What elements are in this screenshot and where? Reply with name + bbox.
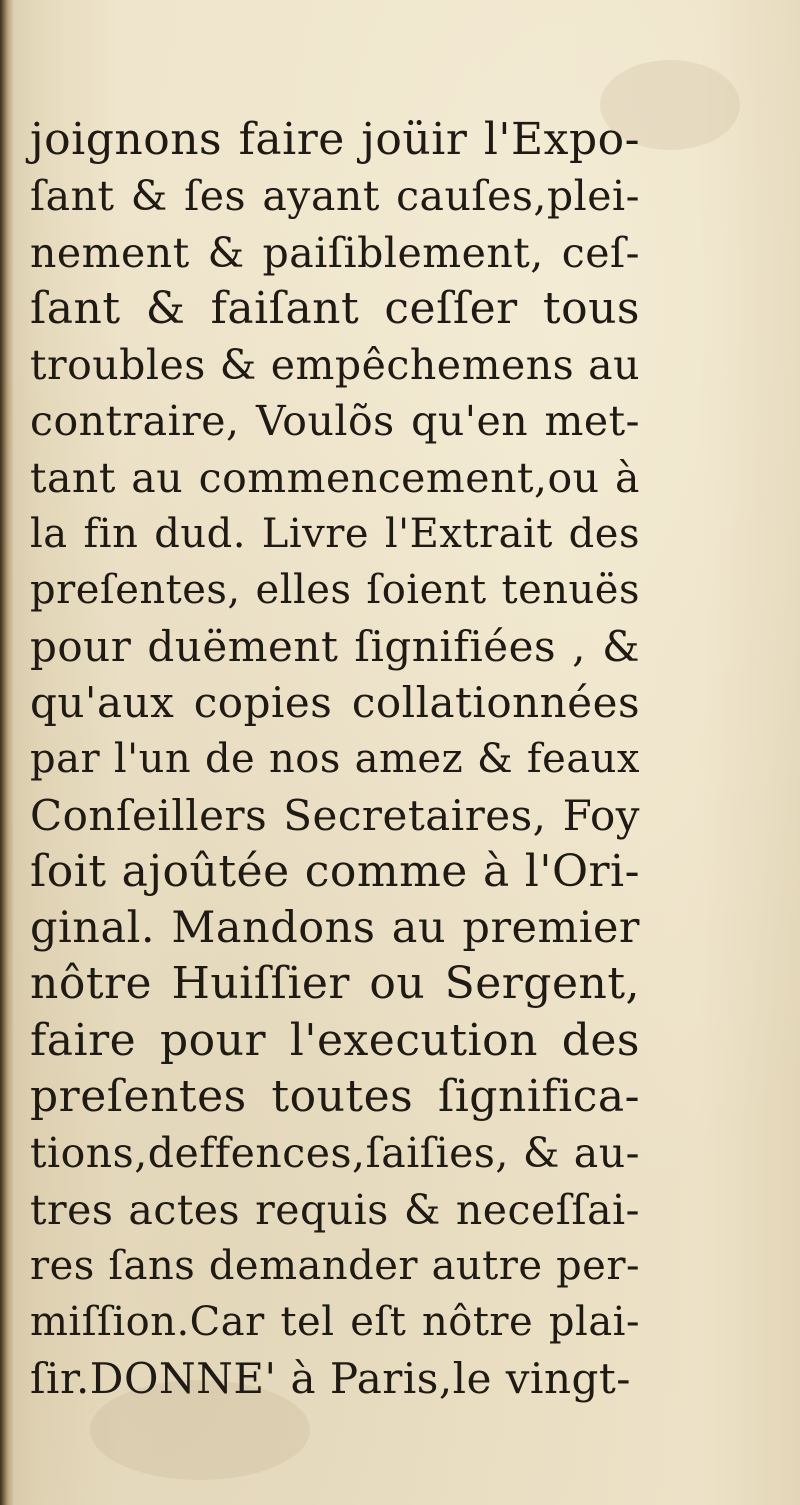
text-line: miſſion.Car tel eſt nôtre plai- <box>30 1299 640 1346</box>
text-line: nôtre Huiſſier ou Sergent, <box>30 958 640 1010</box>
text-line: ſoit ajoûtée comme à l'Ori- <box>30 845 640 897</box>
text-line: preſentes toutes ſignifica- <box>30 1071 640 1123</box>
text-line: par l'un de nos amez & feaux <box>30 736 640 783</box>
text-line: res ſans demander autre per- <box>30 1242 640 1289</box>
page-gutter-shadow <box>0 0 14 1505</box>
text-line: tres actes requis & neceſſai- <box>30 1185 640 1234</box>
text-line: troubles & empêchemens au <box>30 341 640 390</box>
text-line: faire pour l'execution des <box>30 1014 640 1066</box>
text-line: qu'aux copies collationnées <box>30 677 640 727</box>
text-line: preſentes, elles ſoient tenuës <box>30 567 640 614</box>
text-line: ſant & ſes ayant cauſes,plei- <box>30 172 640 221</box>
text-line: la fin dud. Livre l'Extrait des <box>30 511 640 558</box>
text-line: ſant & faiſant ceſſer tous <box>30 282 640 334</box>
text-line: tant au commencement,ou à <box>30 453 640 502</box>
text-line: Conſeillers Secretaires, Foy <box>30 790 640 840</box>
text-line: tions,deffences,ſaiſies, & au- <box>30 1129 640 1178</box>
text-line: joignons faire joüir l'Expo- <box>30 114 640 165</box>
text-line: pour duëment ſignifiées , & <box>30 621 640 671</box>
page-text <box>30 112 640 1407</box>
text-line: ſir.DONNE' à Paris,le vingt- <box>30 1353 631 1403</box>
text-line: ginal. Mandons au premier <box>30 903 640 954</box>
text-line: nement & paiſiblement, ceſ- <box>30 228 640 277</box>
text-line: contraire, Voulõs qu'en met- <box>30 397 640 446</box>
